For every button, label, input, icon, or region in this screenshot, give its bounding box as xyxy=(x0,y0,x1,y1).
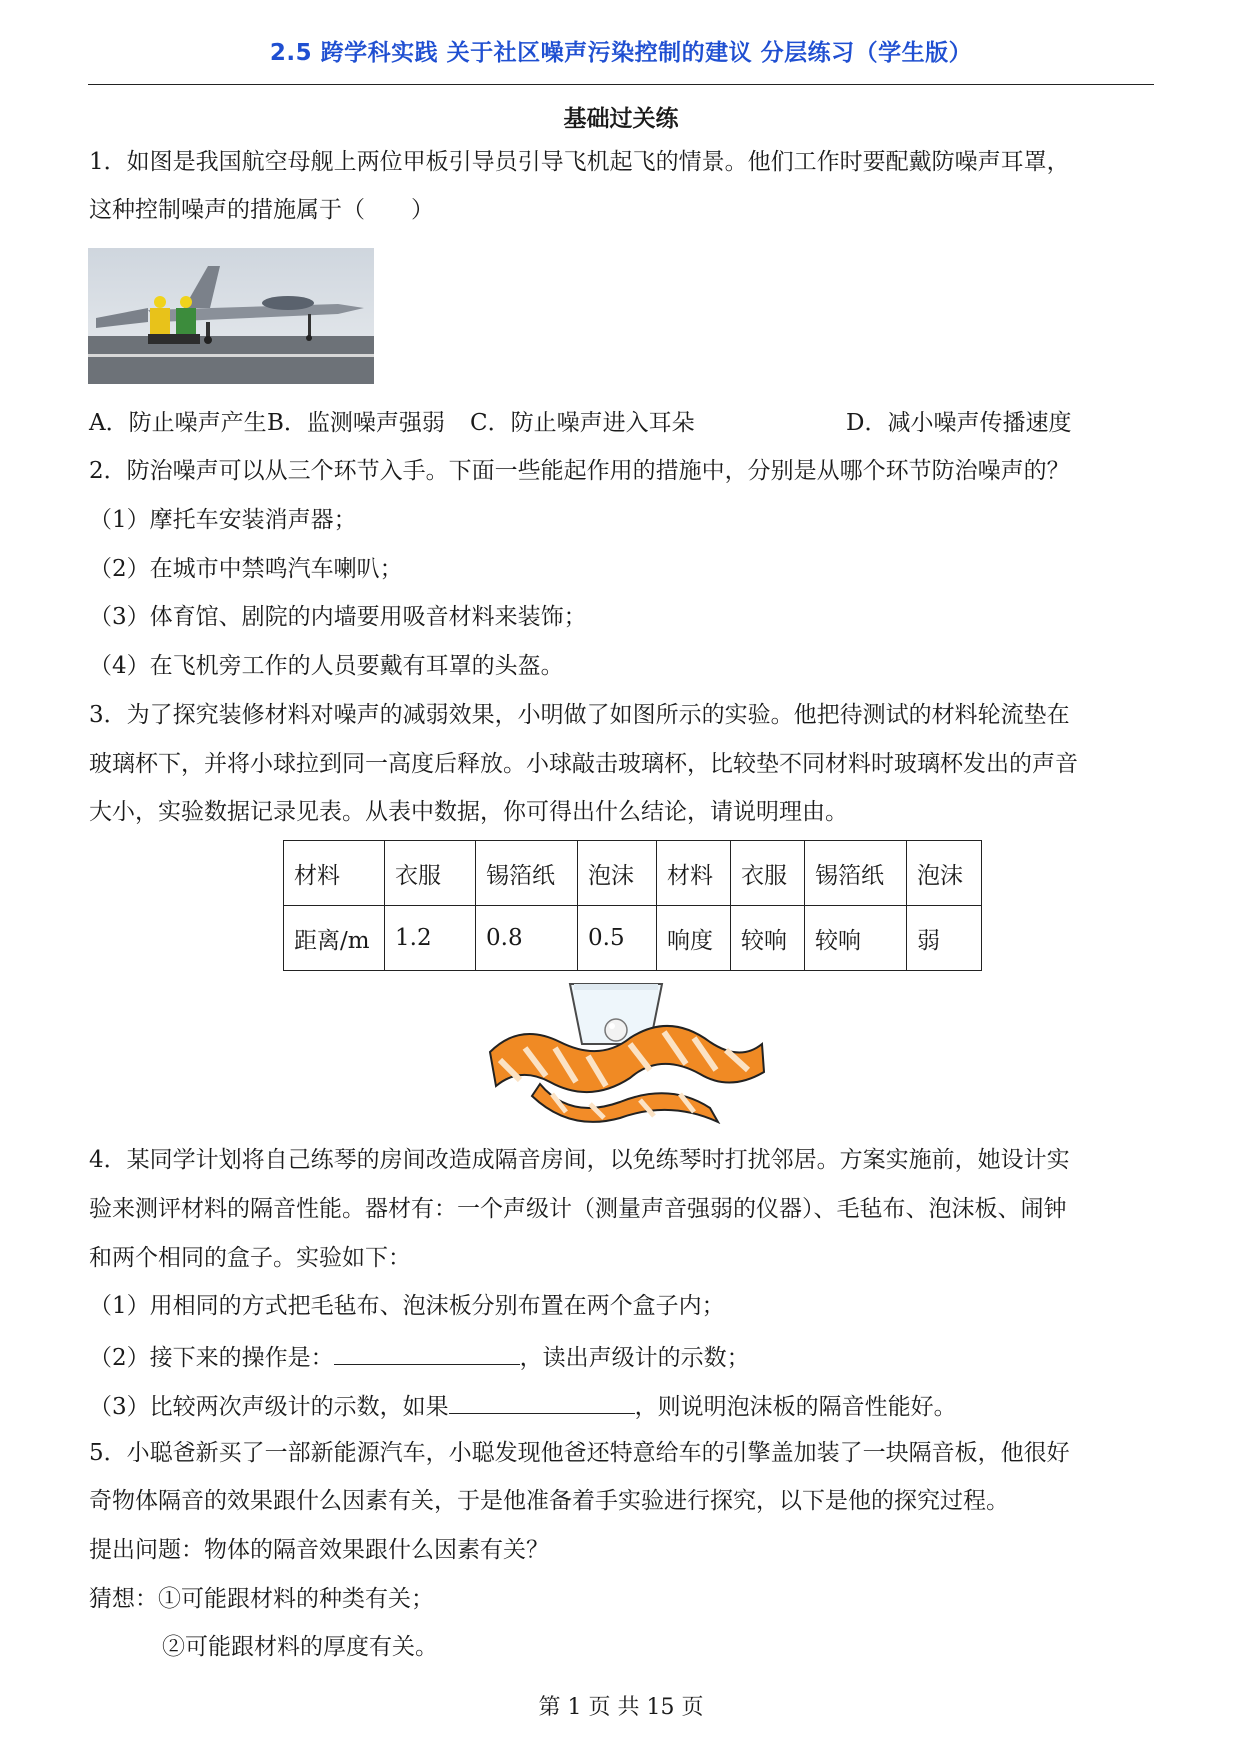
q2-item-4: （4）在飞机旁工作的人员要戴有耳罩的头盔。 xyxy=(89,653,564,679)
q2-item-3: （3）体育馆、剧院的内墙要用吸音材料来装饰； xyxy=(89,604,587,630)
carrier-deck-photo xyxy=(88,248,374,384)
table-cell: 材料 xyxy=(657,841,731,906)
q4-stem-line1: 4．某同学计划将自己练琴的房间改造成隔音房间，以免练琴时打扰邻居。方案实施前，她设计实 xyxy=(89,1147,1070,1173)
q5-hypothesis-2: ②可能跟材料的厚度有关。 xyxy=(162,1634,438,1660)
q4-step-2-prefix: （2）接下来的操作是： xyxy=(89,1345,334,1371)
table-cell: 较响 xyxy=(805,906,907,971)
table-row xyxy=(284,906,982,971)
table-cell: 泡沫 xyxy=(578,841,657,906)
table-row xyxy=(284,841,982,906)
table-cell: 响度 xyxy=(657,906,731,971)
q2-stem: 2．防治噪声可以从三个环节入手。下面一些能起作用的措施中，分别是从哪个环节防治噪声的？ xyxy=(89,458,1070,484)
header-divider xyxy=(88,84,1154,85)
q4-step-2 xyxy=(89,1344,750,1370)
q5-hypothesis-1: 猜想：①可能跟材料的种类有关； xyxy=(89,1586,434,1612)
q1-option-a[interactable]: A．防止噪声产生 xyxy=(89,410,267,436)
q1-option-b[interactable]: B．监测噪声强弱 xyxy=(267,410,445,436)
section-title: 基础过关练 xyxy=(563,106,679,132)
q4-answer-blank-2[interactable] xyxy=(449,1393,635,1414)
table-cell: 衣服 xyxy=(385,841,476,906)
document-header-title: 2.5 跨学科实践 关于社区噪声污染控制的建议 分层练习（学生版） xyxy=(269,40,973,66)
q1-stem-line2: 这种控制噪声的措施属于（ ） xyxy=(89,197,434,223)
q4-answer-blank-1[interactable] xyxy=(334,1344,520,1365)
q4-step-1: （1）用相同的方式把毛毡布、泡沫板分别布置在两个盒子内； xyxy=(89,1293,725,1319)
q3-stem-line1: 3．为了探究装修材料对噪声的减弱效果，小明做了如图所示的实验。他把待测试的材料轮流垫在 xyxy=(89,702,1070,728)
q4-step-3 xyxy=(89,1393,957,1419)
table-cell: 1.2 xyxy=(385,906,476,971)
q5-stem-line1: 5．小聪爸新买了一部新能源汽车，小聪发现他爸还特意给车的引擎盖加装了一块隔音板，他很好 xyxy=(89,1440,1070,1466)
table-cell: 泡沫 xyxy=(907,841,982,906)
table-cell: 锡箔纸 xyxy=(476,841,578,906)
table-cell: 衣服 xyxy=(731,841,805,906)
q1-option-c[interactable]: C．防止噪声进入耳朵 xyxy=(470,410,695,436)
q3-stem-line2: 玻璃杯下，并将小球拉到同一高度后释放。小球敲击玻璃杯，比较垫不同材料时玻璃杯发出的声音 xyxy=(89,751,1078,777)
table-cell: 弱 xyxy=(907,906,982,971)
table-cell: 锡箔纸 xyxy=(805,841,907,906)
table-cell: 0.8 xyxy=(476,906,578,971)
q2-item-1: （1）摩托车安装消声器； xyxy=(89,507,357,533)
table-cell: 较响 xyxy=(731,906,805,971)
table-cell: 距离/m xyxy=(284,906,385,971)
q4-step-3-suffix: ，则说明泡沫板的隔音性能好。 xyxy=(634,1394,957,1420)
q4-step-3-prefix: （3）比较两次声级计的示数，如果 xyxy=(89,1394,449,1420)
q2-item-2: （2）在城市中禁鸣汽车喇叭； xyxy=(89,556,403,582)
page-number-footer: 第 1 页 共 15 页 xyxy=(538,1695,704,1720)
table-cell: 0.5 xyxy=(578,906,657,971)
q1-stem-line1: 1．如图是我国航空母舰上两位甲板引导员引导飞机起飞的情景。他们工作时要配戴防噪声耳罩， xyxy=(89,149,1070,175)
q4-stem-line3: 和两个相同的盒子。实验如下： xyxy=(89,1245,411,1271)
glass-on-scarf-illustration xyxy=(480,982,770,1124)
table-cell: 材料 xyxy=(284,841,385,906)
q5-question: 提出问题：物体的隔音效果跟什么因素有关？ xyxy=(89,1537,549,1563)
q3-stem-line3: 大小，实验数据记录见表。从表中数据，你可得出什么结论，请说明理由。 xyxy=(89,799,848,825)
q5-stem-line2: 奇物体隔音的效果跟什么因素有关，于是他准备着手实验进行探究，以下是他的探究过程。 xyxy=(89,1488,1009,1514)
q4-step-2-suffix: ，读出声级计的示数； xyxy=(519,1345,750,1371)
q4-stem-line2: 验来测评材料的隔音性能。器材有：一个声级计（测量声音强弱的仪器）、毛毡布、泡沫板、闹钟 xyxy=(89,1196,1067,1222)
q1-option-d[interactable]: D．减小噪声传播速度 xyxy=(846,410,1072,436)
q3-data-table xyxy=(283,840,982,971)
